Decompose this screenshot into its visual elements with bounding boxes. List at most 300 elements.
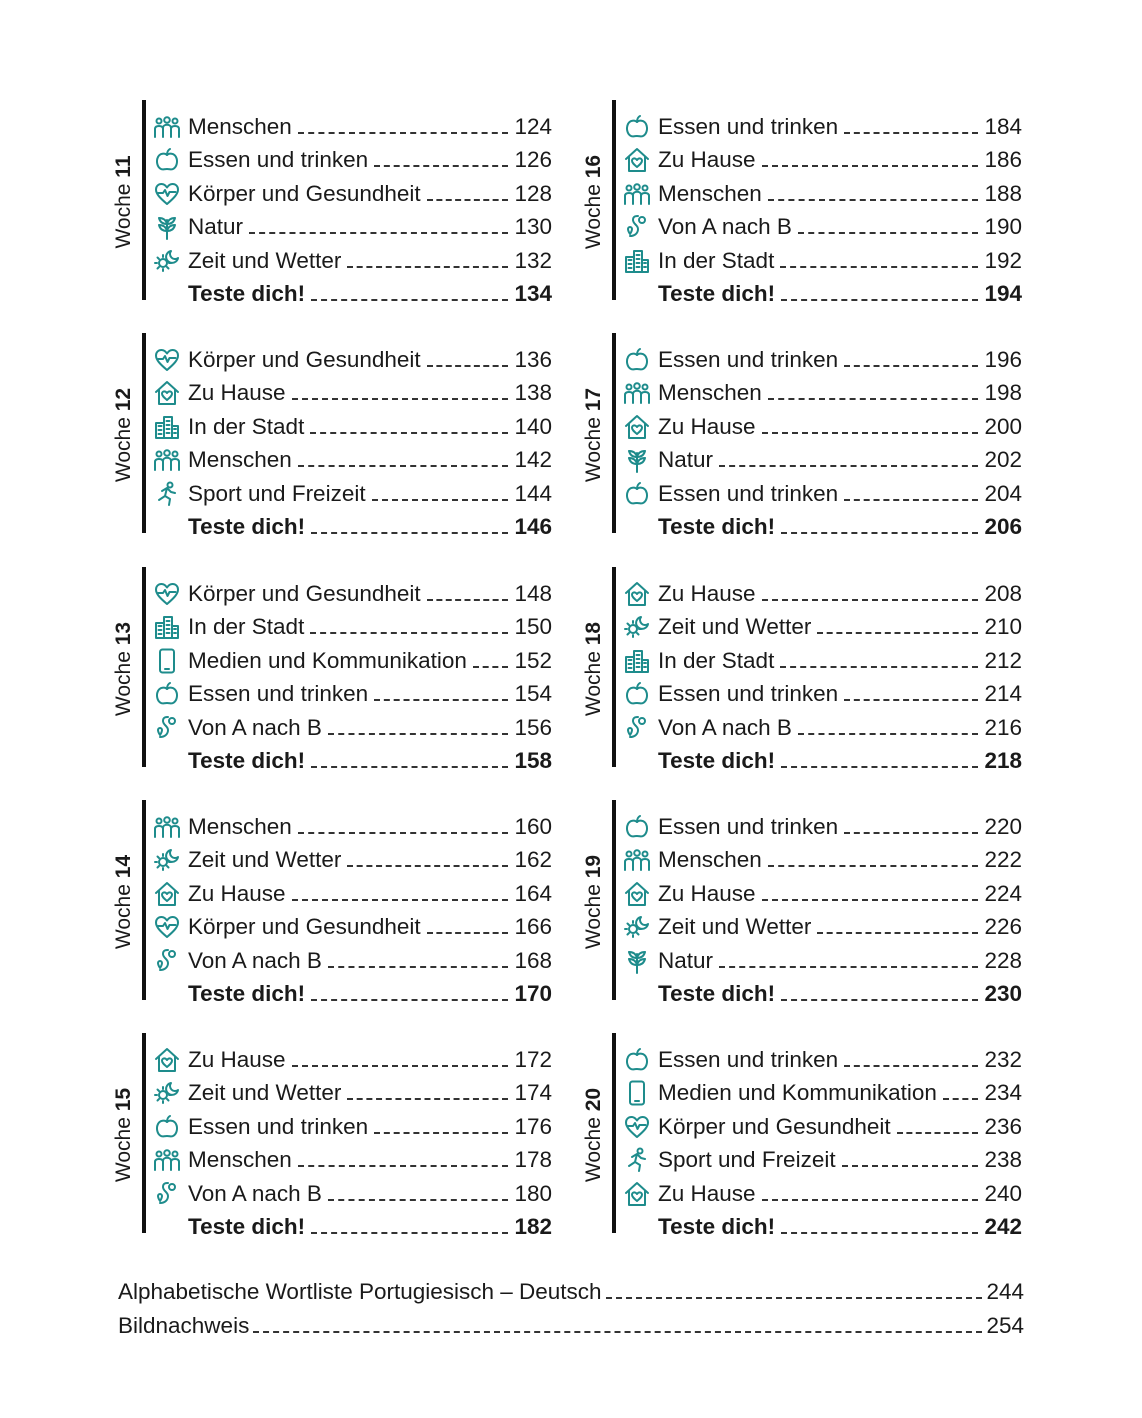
week-prefix: Woche xyxy=(112,651,135,717)
toc-entry[interactable] xyxy=(152,244,552,278)
week-label-text xyxy=(582,622,606,716)
toc-entry[interactable] xyxy=(622,477,1022,511)
route-icon xyxy=(152,1179,182,1209)
page-number: 214 xyxy=(984,681,1022,707)
test-page-number: 146 xyxy=(514,514,552,540)
leader-dots xyxy=(427,199,509,201)
entry-title: Körper und Gesundheit xyxy=(188,346,421,372)
entry-title: In der Stadt xyxy=(658,647,775,673)
toc-entry[interactable] xyxy=(152,810,552,844)
entry-title: Menschen xyxy=(188,1147,292,1173)
house-icon xyxy=(152,879,182,909)
footer-entry[interactable] xyxy=(118,1309,1024,1343)
page-number: 198 xyxy=(984,380,1022,406)
test-page-number: 218 xyxy=(984,748,1022,774)
week-divider-bar xyxy=(612,100,616,300)
toc-entry[interactable] xyxy=(622,678,1022,712)
people-icon xyxy=(622,179,652,209)
page-number: 220 xyxy=(984,813,1022,839)
entry-title: Von A nach B xyxy=(658,214,792,240)
test-title: Teste dich! xyxy=(188,981,306,1007)
page-number: 164 xyxy=(514,880,552,906)
test-entry[interactable] xyxy=(622,278,1022,312)
leader-dots xyxy=(347,865,508,867)
entry-title: Essen und trinken xyxy=(658,480,839,506)
leader-dots xyxy=(762,599,979,601)
week-divider-bar xyxy=(612,333,616,533)
toc-entry[interactable] xyxy=(622,444,1022,478)
page-number: 174 xyxy=(514,1080,552,1106)
week-number: 14 xyxy=(112,854,135,879)
toc-entry[interactable] xyxy=(152,410,552,444)
leader-dots xyxy=(298,832,509,834)
week-divider-bar xyxy=(142,333,146,533)
week-section xyxy=(580,567,1022,774)
toc-entry[interactable] xyxy=(622,944,1022,978)
leader-dots xyxy=(844,365,978,367)
page-number: 126 xyxy=(514,147,552,173)
week-label-text xyxy=(112,1088,136,1182)
test-title: Teste dich! xyxy=(658,514,776,540)
apple-icon xyxy=(622,479,652,509)
city-icon xyxy=(152,612,182,642)
leader-dots xyxy=(298,1165,509,1167)
leader-dots xyxy=(253,1331,982,1333)
leader-dots xyxy=(298,465,509,467)
toc-entry[interactable] xyxy=(152,377,552,411)
page-number: 128 xyxy=(514,180,552,206)
entry-title: Essen und trinken xyxy=(658,681,839,707)
toc-entry[interactable] xyxy=(622,110,1022,144)
phone-icon xyxy=(152,646,182,676)
toc-entry[interactable] xyxy=(622,1110,1022,1144)
week-section xyxy=(110,1033,552,1240)
weather-icon xyxy=(622,912,652,942)
test-entry[interactable] xyxy=(152,278,552,312)
page-number: 154 xyxy=(514,681,552,707)
toc-entry[interactable] xyxy=(152,1177,552,1211)
page-number: 244 xyxy=(986,1279,1024,1304)
page-number: 202 xyxy=(984,447,1022,473)
leader-dots xyxy=(719,966,978,968)
leader-dots xyxy=(427,365,509,367)
apple-icon xyxy=(152,145,182,175)
toc-entry[interactable] xyxy=(152,1110,552,1144)
week-section xyxy=(110,333,552,540)
page-number: 138 xyxy=(514,380,552,406)
page-number: 200 xyxy=(984,413,1022,439)
page-number: 178 xyxy=(514,1147,552,1173)
page-number: 166 xyxy=(514,914,552,940)
heart-icon xyxy=(152,179,182,209)
toc-entry[interactable] xyxy=(152,678,552,712)
page-number: 222 xyxy=(984,847,1022,873)
leader-dots xyxy=(719,465,978,467)
page-number: 152 xyxy=(514,647,552,673)
week-entries xyxy=(152,343,552,544)
toc-entry[interactable] xyxy=(152,1077,552,1111)
leader-dots xyxy=(844,132,978,134)
toc-entry[interactable] xyxy=(622,244,1022,278)
week-number: 19 xyxy=(582,854,605,879)
week-label xyxy=(110,1033,138,1238)
leader-dots xyxy=(844,699,978,701)
test-entry[interactable] xyxy=(152,1211,552,1245)
toc-entry[interactable] xyxy=(152,444,552,478)
toc-entry[interactable] xyxy=(152,177,552,211)
week-number: 16 xyxy=(582,154,605,179)
test-entry[interactable] xyxy=(152,511,552,545)
entry-title: Menschen xyxy=(658,180,762,206)
entry-title: Zeit und Wetter xyxy=(188,1080,342,1106)
plant-icon xyxy=(152,212,182,242)
week-divider-bar xyxy=(612,1033,616,1233)
page-number: 234 xyxy=(984,1080,1022,1106)
page-number: 232 xyxy=(984,1046,1022,1072)
week-label xyxy=(580,567,608,772)
toc-entry[interactable] xyxy=(622,1144,1022,1178)
entry-title: Natur xyxy=(658,447,714,473)
people-icon xyxy=(152,112,182,142)
test-title: Teste dich! xyxy=(188,514,306,540)
entry-title: Essen und trinken xyxy=(658,1046,839,1072)
week-entries xyxy=(622,810,1022,1011)
toc-entry[interactable] xyxy=(152,211,552,245)
week-label-text xyxy=(582,388,606,482)
leader-dots xyxy=(328,966,509,968)
toc-entry[interactable] xyxy=(152,877,552,911)
toc-entry[interactable] xyxy=(152,577,552,611)
week-section xyxy=(580,100,1022,307)
week-entries xyxy=(152,810,552,1011)
plant-icon xyxy=(622,946,652,976)
entry-title: Zeit und Wetter xyxy=(658,914,812,940)
leader-dots xyxy=(310,632,508,634)
blank-icon-slot xyxy=(622,279,652,309)
toc-entry[interactable] xyxy=(622,410,1022,444)
toc-entry[interactable] xyxy=(622,1043,1022,1077)
week-prefix: Woche xyxy=(112,417,135,483)
page-number: 216 xyxy=(984,714,1022,740)
route-icon xyxy=(622,713,652,743)
week-prefix: Woche xyxy=(582,1117,605,1183)
toc-entry[interactable] xyxy=(152,477,552,511)
test-page-number: 170 xyxy=(514,981,552,1007)
leader-dots xyxy=(311,299,508,301)
toc-entry[interactable] xyxy=(152,844,552,878)
week-section xyxy=(110,800,552,1007)
week-prefix: Woche xyxy=(582,417,605,483)
test-title: Teste dich! xyxy=(188,281,306,307)
entry-title: Essen und trinken xyxy=(658,813,839,839)
leader-dots xyxy=(292,899,509,901)
toc-entry[interactable] xyxy=(622,711,1022,745)
leader-dots xyxy=(473,666,509,668)
toc-entry[interactable] xyxy=(622,611,1022,645)
week-label xyxy=(580,1033,608,1238)
leader-dots xyxy=(762,899,979,901)
leader-dots xyxy=(781,766,978,768)
week-label-text xyxy=(112,155,136,248)
apple-icon xyxy=(622,1045,652,1075)
entry-title: Essen und trinken xyxy=(188,681,369,707)
leader-dots xyxy=(780,666,978,668)
entry-title: Menschen xyxy=(658,380,762,406)
leader-dots xyxy=(347,1098,508,1100)
leader-dots xyxy=(374,1132,508,1134)
entry-title: In der Stadt xyxy=(188,413,305,439)
leader-dots xyxy=(762,1199,979,1201)
entry-title: Körper und Gesundheit xyxy=(188,180,421,206)
blank-icon-slot xyxy=(152,979,182,1009)
toc-entry[interactable] xyxy=(622,644,1022,678)
city-icon xyxy=(152,412,182,442)
entry-title: Von A nach B xyxy=(188,1180,322,1206)
entry-title: Sport und Freizeit xyxy=(188,480,366,506)
test-entry[interactable] xyxy=(622,511,1022,545)
leader-dots xyxy=(817,632,978,634)
heart-icon xyxy=(622,1112,652,1142)
page-number: 130 xyxy=(514,214,552,240)
leader-dots xyxy=(768,398,979,400)
toc-entry[interactable] xyxy=(622,1177,1022,1211)
leader-dots xyxy=(798,733,979,735)
page-number: 188 xyxy=(984,180,1022,206)
test-page-number: 242 xyxy=(984,1214,1022,1240)
entry-title: Menschen xyxy=(188,447,292,473)
blank-icon-slot xyxy=(622,1212,652,1242)
route-icon xyxy=(152,713,182,743)
toc-entry[interactable] xyxy=(622,144,1022,178)
test-title: Teste dich! xyxy=(658,748,776,774)
toc-entry[interactable] xyxy=(152,944,552,978)
entry-title: Körper und Gesundheit xyxy=(658,1113,891,1139)
week-label xyxy=(580,333,608,538)
page-number: 140 xyxy=(514,413,552,439)
test-title: Teste dich! xyxy=(188,748,306,774)
blank-icon-slot xyxy=(622,512,652,542)
people-icon xyxy=(152,1145,182,1175)
page-number: 144 xyxy=(514,480,552,506)
toc-entry[interactable] xyxy=(152,110,552,144)
week-entries xyxy=(622,110,1022,311)
house-icon xyxy=(622,579,652,609)
page-number: 240 xyxy=(984,1180,1022,1206)
page-number: 210 xyxy=(984,614,1022,640)
page-number: 156 xyxy=(514,714,552,740)
week-number: 20 xyxy=(582,1087,605,1112)
week-divider-bar xyxy=(142,100,146,300)
entry-title: Zu Hause xyxy=(658,880,756,906)
page-number: 212 xyxy=(984,647,1022,673)
leader-dots xyxy=(347,266,508,268)
entry-title: Medien und Kommunikation xyxy=(658,1080,937,1106)
apple-icon xyxy=(622,679,652,709)
leader-dots xyxy=(310,432,508,434)
leader-dots xyxy=(311,1232,508,1234)
leader-dots xyxy=(781,999,978,1001)
route-icon xyxy=(622,212,652,242)
toc-entry[interactable] xyxy=(152,711,552,745)
house-icon xyxy=(622,412,652,442)
leader-dots xyxy=(311,766,508,768)
entry-title: Von A nach B xyxy=(188,714,322,740)
leader-dots xyxy=(897,1132,979,1134)
entry-title: Zeit und Wetter xyxy=(188,847,342,873)
entry-title: Menschen xyxy=(188,813,292,839)
toc-entry[interactable] xyxy=(622,377,1022,411)
page-number: 196 xyxy=(984,346,1022,372)
city-icon xyxy=(622,646,652,676)
entry-title: Menschen xyxy=(658,847,762,873)
entry-title: Natur xyxy=(188,214,244,240)
footer-entry[interactable] xyxy=(118,1275,1024,1309)
leader-dots xyxy=(943,1098,979,1100)
leader-dots xyxy=(781,299,978,301)
entry-title: Natur xyxy=(658,947,714,973)
week-label xyxy=(110,800,138,1005)
test-page-number: 158 xyxy=(514,748,552,774)
leader-dots xyxy=(372,499,509,501)
toc-entry[interactable] xyxy=(622,911,1022,945)
test-title: Teste dich! xyxy=(188,1214,306,1240)
entry-title: In der Stadt xyxy=(658,247,775,273)
footer-title: Alphabetische Wortliste Portugiesisch – Deutsch xyxy=(118,1279,602,1304)
weather-icon xyxy=(622,612,652,642)
heart-icon xyxy=(152,912,182,942)
route-icon xyxy=(152,946,182,976)
leader-dots xyxy=(768,865,979,867)
apple-icon xyxy=(622,812,652,842)
toc-entry[interactable] xyxy=(622,577,1022,611)
blank-icon-slot xyxy=(622,746,652,776)
week-label xyxy=(580,100,608,305)
week-divider-bar xyxy=(612,567,616,767)
week-prefix: Woche xyxy=(112,884,135,950)
plant-icon xyxy=(622,445,652,475)
entry-title: Zu Hause xyxy=(188,1046,286,1072)
week-label xyxy=(110,567,138,772)
toc-entry[interactable] xyxy=(152,144,552,178)
page-number: 208 xyxy=(984,580,1022,606)
toc-entry[interactable] xyxy=(622,177,1022,211)
toc-entry[interactable] xyxy=(622,211,1022,245)
test-title: Teste dich! xyxy=(658,1214,776,1240)
week-label xyxy=(580,800,608,1005)
blank-icon-slot xyxy=(152,746,182,776)
toc-entry[interactable] xyxy=(622,1077,1022,1111)
apple-icon xyxy=(152,1112,182,1142)
blank-icon-slot xyxy=(152,279,182,309)
entry-title: Medien und Kommunikation xyxy=(188,647,467,673)
toc-entry[interactable] xyxy=(152,611,552,645)
leader-dots xyxy=(798,232,979,234)
page-number: 228 xyxy=(984,947,1022,973)
week-label-text xyxy=(112,855,136,949)
test-title: Teste dich! xyxy=(658,281,776,307)
page-number: 192 xyxy=(984,247,1022,273)
entry-title: Essen und trinken xyxy=(658,113,839,139)
week-prefix: Woche xyxy=(582,884,605,950)
leader-dots xyxy=(292,1065,509,1067)
blank-icon-slot xyxy=(152,512,182,542)
week-number: 17 xyxy=(582,387,605,412)
page-number: 184 xyxy=(984,113,1022,139)
test-entry[interactable] xyxy=(622,745,1022,779)
toc-entry[interactable] xyxy=(152,911,552,945)
toc-entry[interactable] xyxy=(622,810,1022,844)
entry-title: Zu Hause xyxy=(658,580,756,606)
page-number: 124 xyxy=(514,113,552,139)
page-number: 180 xyxy=(514,1180,552,1206)
toc-entry[interactable] xyxy=(152,644,552,678)
test-entry[interactable] xyxy=(152,978,552,1012)
house-icon xyxy=(622,145,652,175)
toc-entry[interactable] xyxy=(152,1043,552,1077)
people-icon xyxy=(622,845,652,875)
entry-title: Essen und trinken xyxy=(658,346,839,372)
week-entries xyxy=(152,1043,552,1244)
week-entries xyxy=(152,110,552,311)
week-section xyxy=(110,567,552,774)
heart-icon xyxy=(152,579,182,609)
leader-dots xyxy=(844,499,978,501)
week-section xyxy=(580,800,1022,1007)
weather-icon xyxy=(152,845,182,875)
blank-icon-slot xyxy=(622,979,652,1009)
test-entry[interactable] xyxy=(622,1211,1022,1245)
entry-title: Körper und Gesundheit xyxy=(188,580,421,606)
test-entry[interactable] xyxy=(622,978,1022,1012)
week-section xyxy=(110,100,552,307)
entry-title: Zeit und Wetter xyxy=(658,614,812,640)
week-number: 18 xyxy=(582,621,605,646)
leader-dots xyxy=(374,699,508,701)
page-number: 238 xyxy=(984,1147,1022,1173)
week-label xyxy=(110,333,138,538)
people-icon xyxy=(152,445,182,475)
page-number: 190 xyxy=(984,214,1022,240)
week-number: 12 xyxy=(112,387,135,412)
page-number: 160 xyxy=(514,813,552,839)
test-page-number: 194 xyxy=(984,281,1022,307)
test-entry[interactable] xyxy=(152,745,552,779)
entry-title: Zu Hause xyxy=(658,413,756,439)
toc-entry[interactable] xyxy=(622,844,1022,878)
people-icon xyxy=(152,812,182,842)
page-number: 162 xyxy=(514,847,552,873)
toc-entry[interactable] xyxy=(152,343,552,377)
leader-dots xyxy=(780,266,978,268)
footer-title: Bildnachweis xyxy=(118,1313,250,1338)
page-number: 186 xyxy=(984,147,1022,173)
entry-title: Zu Hause xyxy=(658,1180,756,1206)
leader-dots xyxy=(606,1297,983,1299)
toc-entry[interactable] xyxy=(622,877,1022,911)
leader-dots xyxy=(328,1199,509,1201)
toc-entry[interactable] xyxy=(622,343,1022,377)
week-label-text xyxy=(112,388,136,482)
weather-icon xyxy=(152,246,182,276)
entry-title: Zu Hause xyxy=(188,880,286,906)
blank-icon-slot xyxy=(152,1212,182,1242)
toc-entry[interactable] xyxy=(152,1144,552,1178)
apple-icon xyxy=(622,112,652,142)
page-number: 236 xyxy=(984,1113,1022,1139)
house-icon xyxy=(622,1179,652,1209)
entry-title: Essen und trinken xyxy=(188,147,369,173)
entry-title: Menschen xyxy=(188,113,292,139)
